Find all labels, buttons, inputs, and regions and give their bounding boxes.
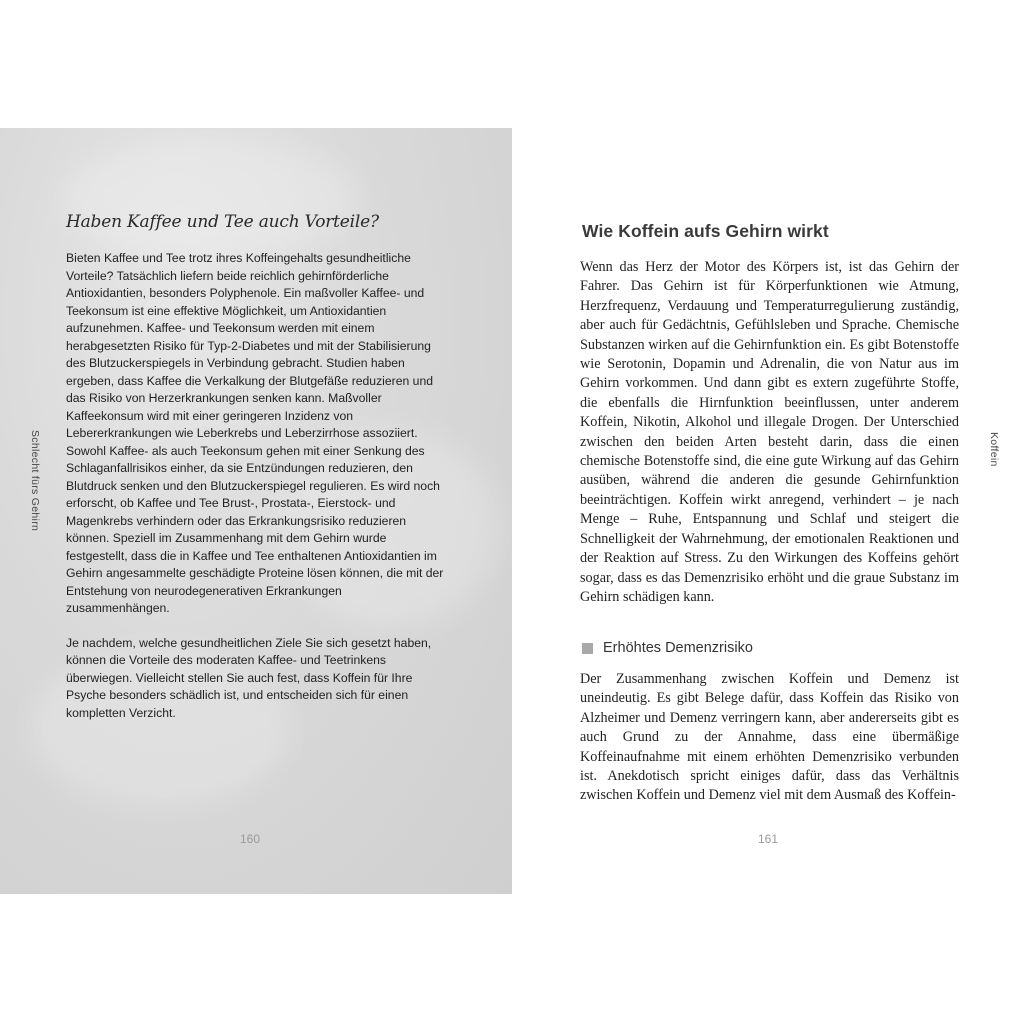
running-section-label-right: Koffein — [988, 432, 1000, 467]
left-paragraph-1: Bieten Kaffee und Tee trotz ihres Koffeingehalts gesundheitliche Vorteile? Tatsächlich liefern beide reichlich gehirnförderliche Antioxidantien, besonders Polyphenole. Ein maßvoller Kaffee- und Teekonsum ist eine effektive Möglichkeit, um Antioxidantien aufzunehmen. Kaffee- und Teekonsum werden mit einem herabgesetzten Risiko für Typ-2-Diabetes und mit der Stabilisierung des Blutzuckerspiegels in Verbindung gebracht. Studien haben ergeben, dass Kaffee die Verkalkung der Blutgefäße reduzieren und das Risiko von Herzerkrankungen senken kann. Maßvoller Kaffeekonsum wird mit einer geringeren Inzidenz von Lebererkrankungen wie Leberkrebs und Leberzirrhose assoziiert. Sowohl Kaffee- als auch Teekonsum gehen mit einer Senkung des Schlaganfallrisikos einher, da sie Entzündungen reduzieren, den Blutdruck senken und den Blutzuckerspiegel regulieren. Es wird noch erforscht, ob Kaffee und Tee Brust-, Prostata-, Eierstock- und Magenkrebs verhindern oder das Erkrankungsrisiko reduzieren können. Speziell im Zusammenhang mit dem Gehirn wurde festgestellt, dass die in Kaffee und Tee enthaltenen Antioxidantien im Gehirn angesammelte geschädigte Proteine lösen können, die mit der Entstehung von neurodegenerativen Erkrankungen zusammenhängen. — [66, 251, 444, 615]
page-number-left: 160 — [240, 832, 261, 846]
left-paragraph-2: Je nachdem, welche gesundheitlichen Ziele Sie sich gesetzt haben, können die Vorteile des moderaten Kaffee- und Teetrinkens überwiegen. Vielleicht stellen Sie auch fest, dass Koffein für Ihre Psyche besonders schädlich ist, und entscheiden sich für einen kompletten Verzicht. — [66, 635, 432, 720]
page-number-right: 161 — [758, 832, 779, 846]
subsection-heading-text: Erhöhtes Demenzrisiko — [603, 640, 753, 656]
running-section-label-left: Schlecht fürs Gehirn — [29, 430, 41, 532]
right-page-body-2 — [580, 670, 959, 806]
right-page-heading: Wie Koffein aufs Gehirn wirkt — [582, 221, 829, 241]
right-paragraph-2: Der Zusammenhang zwischen Koffein und Demenz ist uneindeutig. Es gibt Belege dafür, dass Koffein das Risiko von Alzheimer und Demenz verringern kann, aber andererseits gibt es auch Grund zu der Annahme, dass eine übermäßige Koffeinaufnahme mit einem erhöhten Demenzrisiko verbunden ist. Anekdotisch spricht einiges dafür, dass das Verhältnis zwischen Koffein und Demenz viel mit dem Ausmaß des Koffein- — [580, 671, 959, 804]
square-bullet-icon — [582, 643, 593, 654]
left-page — [0, 128, 512, 894]
watercolor-wash — [60, 138, 360, 258]
right-page — [512, 128, 1024, 894]
right-paragraph-1: Wenn das Herz der Motor des Körpers ist, ist das Gehirn der Fahrer. Das Gehirn ist für Körperfunktionen wie Atmung, Herzfrequenz, Verdauung und Temperaturregulierung zuständig, aber auch für Gedächtnis, Gefühlsleben und Sprache. Chemische Substanzen wirken auf die Gehirnfunktion ein. Es gibt Botenstoffe wie Serotonin, Dopamin und Adrenalin, die von Natur aus im Gehirn vorkommen. Und dann gibt es extern zugeführte Stoffe, die ebenfalls die Hirnfunktion beeinflussen, unter anderem Koffein, Nikotin, Alkohol und illegale Drogen. Der Unterschied zwischen den beiden Arten besteht darin, dass die einen chemische Botenstoffe sind, die eine gute Wirkung auf das Gehirn ausüben, während die anderen die gesunde Gehirnfunktion beeinträchtigen. Koffein wirkt anregend, verhindert – je nach Menge – Ruhe, Entspannung und Schlaf und steigert die Schnelligkeit der Wahrnehmung, der emotionalen Reaktionen und der Reaktion auf Stress. Zu den Wirkungen des Koffeins gehört sogar, dass es das Demenzrisiko erhöht und die graue Substanz im Gehirn schädigen kann. — [580, 259, 959, 605]
left-page-heading: Haben Kaffee und Tee auch Vorteile? — [66, 212, 379, 232]
left-page-body — [66, 250, 444, 722]
subsection-heading — [582, 638, 753, 658]
right-page-body — [580, 258, 959, 607]
